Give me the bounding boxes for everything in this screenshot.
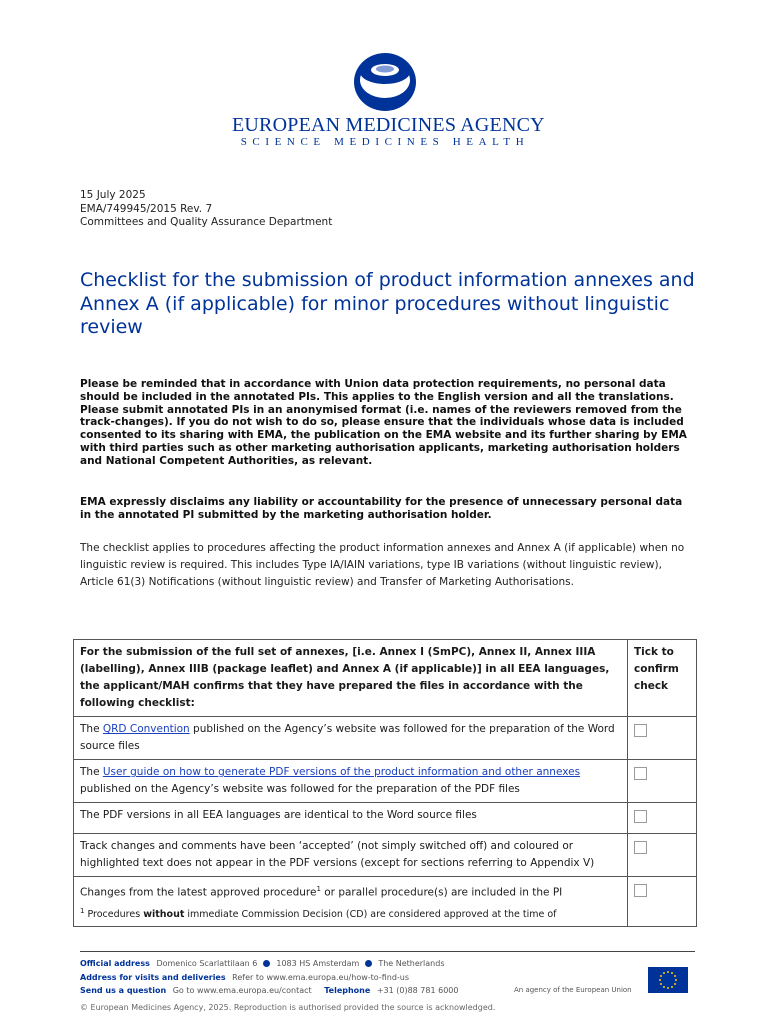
eu-flag-icon	[648, 967, 688, 993]
footnote-emphasis: without	[143, 908, 185, 920]
official-address-label: Official address	[80, 959, 150, 968]
tick-cell	[628, 717, 697, 760]
official-address	[80, 959, 445, 968]
phone-number: +31 (0)88 781 6000	[376, 986, 459, 995]
visits-label: Address for visits and deliveries	[80, 973, 226, 982]
tick-cell	[628, 877, 697, 927]
table-header-row	[74, 640, 697, 717]
address-street: Domenico Scarlattilaan 6	[156, 959, 258, 968]
table-row	[74, 803, 697, 834]
checklist-item-pdf-identical: The PDF versions in all EEA languages are identical to the Word source files	[74, 803, 628, 834]
tick-cell	[628, 834, 697, 877]
question-text[interactable]: Go to www.ema.europa.eu/contact	[172, 986, 312, 995]
question-label: Send us a question	[80, 986, 167, 995]
table-row	[74, 877, 697, 927]
address-country: The Netherlands	[378, 959, 445, 968]
checklist-item-pdf-guide	[74, 760, 628, 803]
table-row	[74, 717, 697, 760]
checkbox[interactable]	[634, 724, 647, 737]
agency-tagline: SCIENCE MEDICINES HEALTH	[240, 136, 530, 148]
liability-disclaimer: EMA expressly disclaims any liability or accountability for the presence of unnecessary personal data in the annotated PI submitted by the marketing authorisation holder.	[80, 496, 683, 521]
footer-divider	[80, 951, 695, 952]
document-date: 15 July 2025	[80, 189, 146, 201]
ema-emblem-icon	[353, 52, 417, 112]
intro-paragraph: The checklist applies to procedures affecting the product information annexes and Annex A (if applicable) when no linguistic review is required. This includes Type IA/IAIN variations, type IB variations (without linguistic review), Article 61(3) Notifications (without linguistic review) and Transfer of Marketing Authorisations.	[80, 542, 685, 588]
visits-address	[80, 973, 409, 982]
checklist-header: For the submission of the full set of annexes, [i.e. Annex I (SmPC), Annex II, Annex IIIA (labelling), Annex IIIB (package leaflet) and Annex A (if applicable)] in all EEA languages, the applicant/MAH confirms that they have prepared the files in accordance with the following checklist:	[74, 640, 628, 717]
visits-text[interactable]: Refer to www.ema.europa.eu/how-to-find-us	[232, 973, 410, 982]
checkbox[interactable]	[634, 841, 647, 854]
tick-header: Tick to confirm check	[628, 640, 697, 717]
footnote-number: 1	[80, 906, 85, 915]
qrd-convention-link[interactable]: QRD Convention	[102, 723, 190, 735]
pdf-user-guide-link[interactable]: User guide on how to generate PDF versions of the product information and other annexes	[102, 766, 581, 778]
footnote-text: Procedures	[84, 908, 144, 920]
checklist-item-track-changes: Track changes and comments have been ‘accepted’ (not simply switched off) and coloured or highlighted text does not appear in the PDF versions (except for sections referring to Appendix V)	[74, 834, 628, 877]
department-name: Committees and Quality Assurance Department	[80, 216, 333, 228]
row-text: published on the Agency’s website was followed for the preparation of the PDF files	[80, 783, 520, 795]
footnote-ref: 1	[316, 885, 321, 893]
data-protection-notice: Please be reminded that in accordance with Union data protection requirements, no personal data should be included in the annotated PIs. This applies to the English version and all the translations. Please submit annotated PIs in an anonymised format (i.e. names of the reviewers removed from the track-changes). If you do not wish to do so, please ensure that the individuals whose data is included consented to its sharing with EMA, the publication on the EMA website and its further sharing by EMA with third parties such as other marketing authorisation applicants, marketing authorisation holders and National Competent Authorities, as relevant.	[80, 378, 687, 467]
checkbox[interactable]	[634, 767, 647, 780]
eu-agency-label: An agency of the European Union	[514, 986, 632, 994]
tick-cell	[628, 760, 697, 803]
contact-line	[80, 986, 458, 995]
document-meta	[80, 189, 332, 230]
document-reference: EMA/749945/2015 Rev. 7	[80, 202, 213, 215]
checkbox[interactable]	[634, 810, 647, 823]
checklist-item-qrd	[74, 717, 628, 760]
tick-cell	[628, 803, 697, 834]
row-text: The	[80, 723, 103, 735]
footnote	[80, 902, 621, 922]
table-row	[74, 760, 697, 803]
checkbox[interactable]	[634, 884, 647, 897]
agency-name: EUROPEAN MEDICINES AGENCY	[232, 114, 545, 136]
table-row	[74, 834, 697, 877]
bullet-icon	[263, 960, 270, 967]
phone-label: Telephone	[324, 986, 371, 995]
document-title: Checklist for the submission of product information annexes and Annex A (if applicable) for minor procedures without linguistic review	[80, 269, 695, 338]
row-text: Changes from the latest approved procedure	[80, 886, 317, 899]
row-text: or parallel procedure(s) are included in the PI	[320, 886, 563, 899]
footnote-text: immediate Commission Decision (CD) are considered approved at the time of	[184, 908, 557, 920]
address-city: 1083 HS Amsterdam	[276, 959, 360, 968]
bullet-icon	[365, 960, 372, 967]
checklist-table	[73, 639, 697, 927]
copyright-notice: © European Medicines Agency, 2025. Reproduction is authorised provided the source is acknowledged.	[80, 1003, 496, 1012]
ema-logo	[232, 52, 545, 152]
row-text: The	[80, 766, 103, 778]
checklist-item-changes-included	[74, 877, 628, 927]
row-text: published on the Agency’s website was followed for the preparation of the Word source files	[80, 723, 615, 752]
